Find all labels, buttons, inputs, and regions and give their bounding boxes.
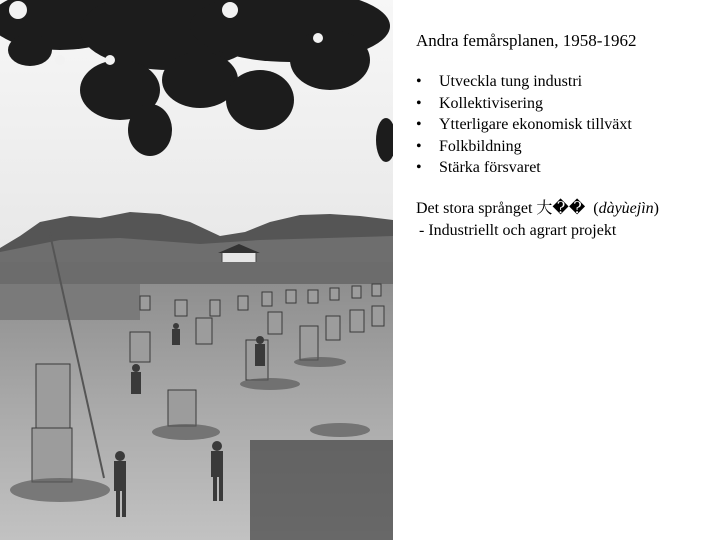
bullet-item <box>416 136 716 158</box>
bullet-list <box>416 71 716 179</box>
great-leap-chinese: 大�� <box>536 199 586 217</box>
bullet-glyph: • <box>416 73 422 90</box>
slide-text-panel <box>416 30 716 242</box>
bullet-item <box>416 157 716 179</box>
bullet-glyph: • <box>416 94 422 112</box>
slide-title: Andra femårsplanen, 1958-1962 <box>416 31 637 50</box>
bullet-text: Kollektivisering <box>439 94 543 112</box>
bullet-item <box>416 71 716 93</box>
bullet-text: Ytterligare ekonomisk tillväxt <box>439 116 632 134</box>
great-leap-subline: - Industriellt och agrart projekt <box>419 221 617 239</box>
bullet-text: Folkbildning <box>439 137 522 155</box>
bullet-item <box>416 93 716 115</box>
great-leap-label: Det stora språnget <box>416 199 533 217</box>
great-leap-note <box>416 198 716 242</box>
bullet-glyph: • <box>416 137 422 155</box>
bullet-text: Stärka försvaret <box>439 159 541 177</box>
bullet-item <box>416 114 716 136</box>
photo-crop-row-2 <box>0 284 140 320</box>
bullet-glyph: • <box>416 159 422 177</box>
photo-grass-foreground <box>250 440 393 540</box>
pinyin-close: ) <box>653 199 659 217</box>
bullet-text: Utveckla tung industri <box>439 73 583 90</box>
pinyin-open: ( <box>593 199 599 217</box>
great-leap-pinyin: dàyùejìn <box>598 199 654 217</box>
bullet-glyph: • <box>416 116 422 134</box>
